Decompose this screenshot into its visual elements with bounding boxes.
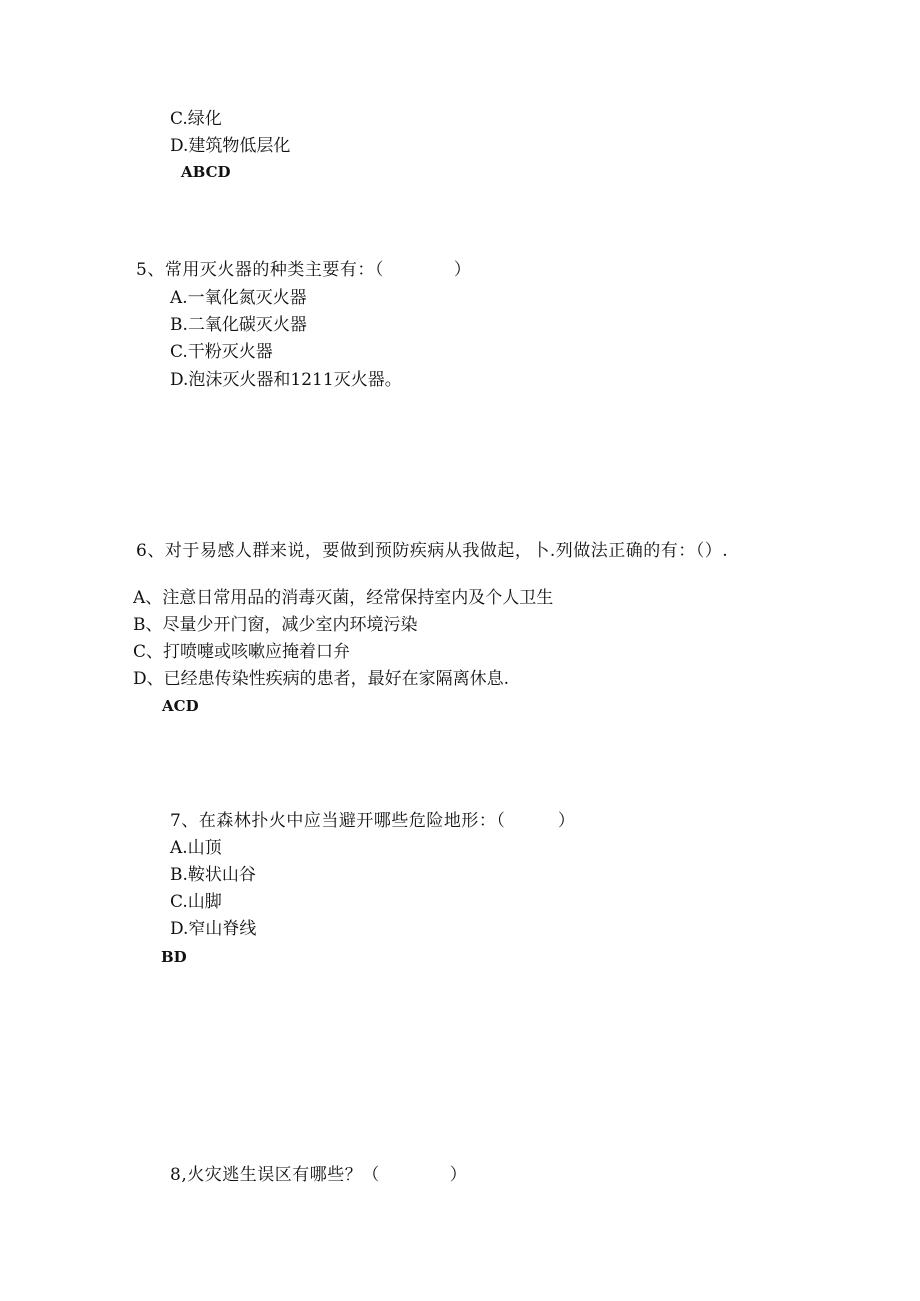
q6-option-c: C、打喷嚏或咳嗽应掩着口弁	[133, 642, 351, 662]
q5-option-b: B.二氧化碳灭火器	[170, 315, 307, 335]
q8-question: 8,火灾逃生误区有哪些？（ ）	[170, 1165, 468, 1185]
q7-answer: BD	[161, 948, 187, 966]
q4-option-c: C.绿化	[170, 109, 222, 129]
q6-option-a: A、注意日常用品的消毒灭菌，经常保持室内及个人卫生	[133, 588, 554, 608]
q7-option-a: A.山顶	[170, 838, 222, 858]
q7-question: 7、在森林扑火中应当避开哪些危险地形：（ ）	[170, 811, 576, 831]
q5-option-d: D.泡沫灭火器和1211灭火器。	[170, 370, 402, 390]
q6-option-b: B、尽量少开门窗，减少室内环境污染	[133, 615, 418, 635]
q5-option-a: A.一氧化氮灭火器	[170, 288, 307, 308]
q7-option-d: D.窄山脊线	[170, 919, 257, 939]
q7-option-c: C.山脚	[170, 892, 222, 912]
q6-question: 6、对于易感人群来说，要做到预防疾病从我做起，卜.列做法正确的有：（）.	[136, 541, 729, 561]
q6-answer: ACD	[162, 697, 199, 715]
q4-answer: ABCD	[181, 163, 231, 181]
q5-option-c: C.干粉灭火器	[170, 342, 273, 362]
q7-option-b: B.鞍状山谷	[170, 865, 256, 885]
q4-option-d: D.建筑物低层化	[170, 136, 291, 156]
q6-option-d: D、已经患传染性疾病的患者，最好在家隔离休息.	[133, 669, 510, 689]
q5-question: 5、常用灭火器的种类主要有：（ ）	[136, 260, 472, 280]
